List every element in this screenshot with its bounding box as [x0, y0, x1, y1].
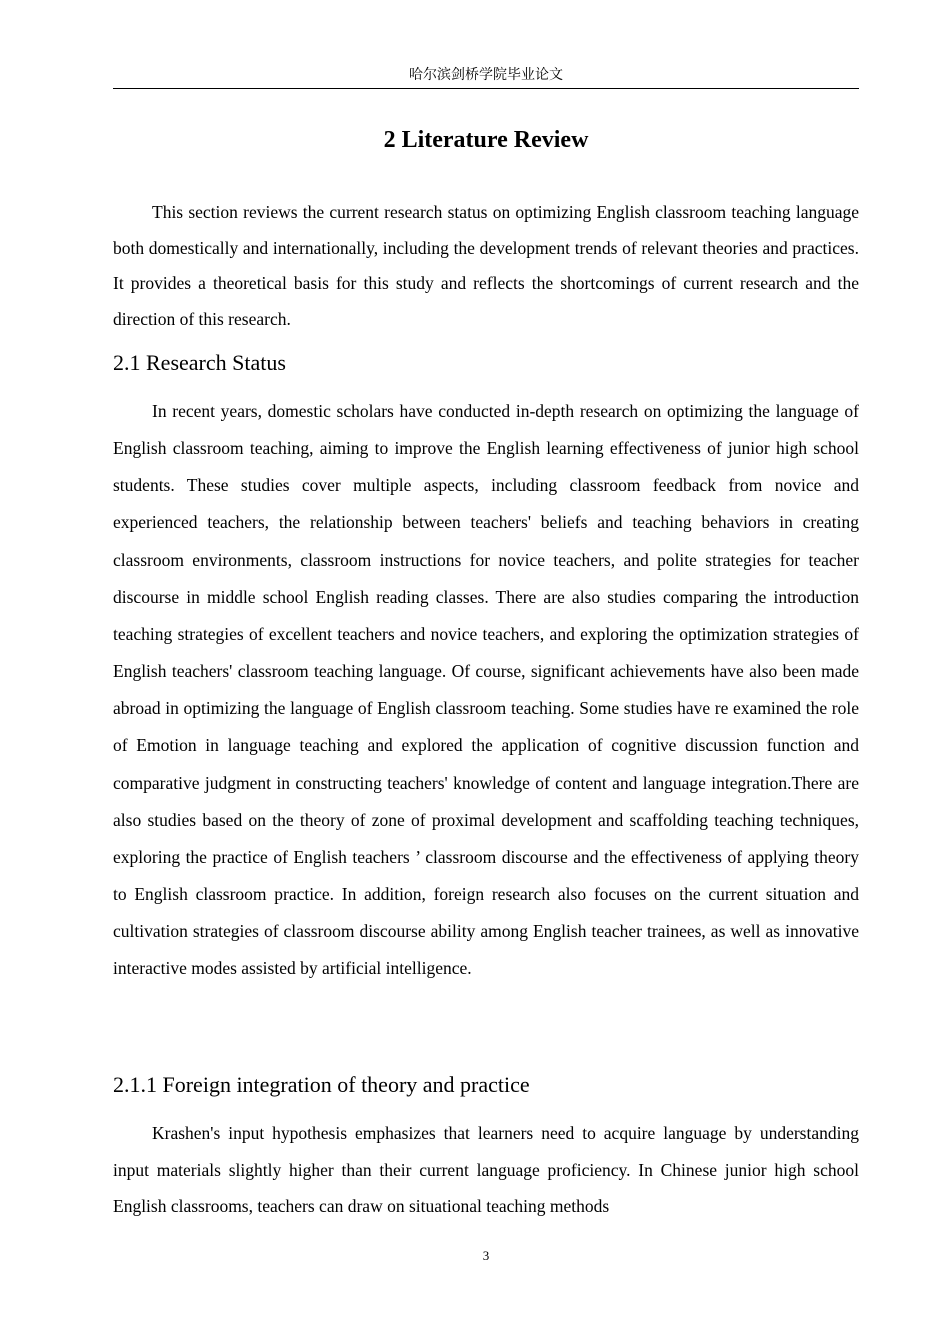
header-divider	[113, 88, 859, 89]
chapter-title: 2 Literature Review	[383, 127, 589, 153]
running-header: 哈尔滨剑桥学院毕业论文	[409, 67, 563, 83]
foreign-integration-paragraph: Krashen's input hypothesis emphasizes that learners need to acquire language by understanding input materials slightly higher than their current language proficiency. In Chinese junior high school English classrooms, teachers can draw on situational teaching methods	[113, 1123, 859, 1216]
subsection-heading-foreign-integration: 2.1.1 Foreign integration of theory and practice	[113, 1072, 530, 1097]
section-heading-research-status: 2.1 Research Status	[113, 350, 286, 375]
chapter-intro-paragraph: This section reviews the current research status on optimizing English classroom teaching language both domestically and internationally, including the development trends of relevant theories and practices. It provides a theoretical basis for this study and reflects the shortcomings of current research and the direction of this research.	[113, 202, 859, 330]
research-status-paragraph: In recent years, domestic scholars have conducted in-depth research on optimizing the language of English classroom teaching, aiming to improve the English learning effectiveness of junior high school students. These studies cover multiple aspects, including classroom feedback from novice and experienced teachers, the relationship between teachers' beliefs and teaching behaviors in creating classroom environments, classroom instructions for novice teachers, and polite strategies for teacher discourse in middle school English reading classes. There are also studies comparing the introduction teaching strategies of excellent teachers and novice teachers, and exploring the optimization strategies of English teachers' classroom teaching language. Of course, significant achievements have also been made abroad in optimizing the language of English classroom teaching. Some studies have re examined the role of Emotion in language teaching and explored the application of cognitive discussion function and comparative judgment in constructing teachers' knowledge of content and language integration.There are also studies based on the theory of zone of proximal development and scaffolding teaching techniques, exploring the practice of English teachers ’ classroom discourse and the effectiveness of applying theory to English classroom practice. In addition, foreign research also focuses on the current situation and cultivation strategies of classroom discourse ability among English teacher trainees, as well as innovative interactive modes assisted by artificial intelligence.	[113, 401, 859, 979]
page-number: 3	[482, 1248, 490, 1263]
